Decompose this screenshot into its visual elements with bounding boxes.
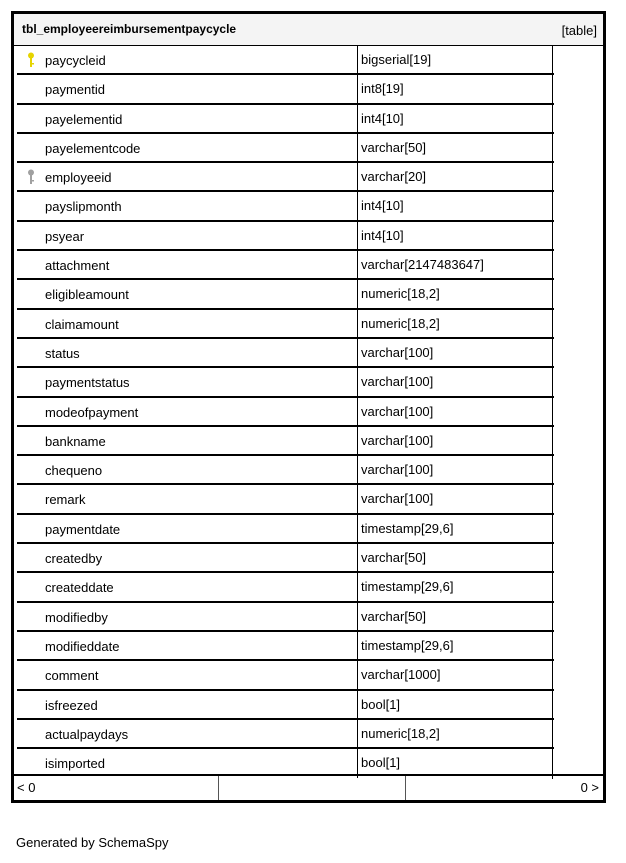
column-type: int4[10] xyxy=(357,192,550,219)
column-name: createdby xyxy=(45,551,103,567)
column-type: numeric[18,2] xyxy=(357,310,550,337)
column-type: bool[1] xyxy=(357,691,550,718)
column-name: bankname xyxy=(45,433,106,449)
column-divider xyxy=(552,46,553,779)
column-type: varchar[50] xyxy=(357,134,550,161)
children-count: 0 > xyxy=(580,780,599,795)
column-name: modeofpayment xyxy=(45,404,139,420)
table-row xyxy=(17,251,554,280)
table-row xyxy=(17,485,554,514)
column-name: payelementid xyxy=(45,111,123,127)
column-name: modifiedby xyxy=(45,609,108,625)
table-row xyxy=(17,46,554,75)
column-name: paymentstatus xyxy=(45,375,130,391)
column-type: timestamp[29,6] xyxy=(357,632,550,659)
table-row xyxy=(17,661,554,690)
table-row xyxy=(17,310,554,339)
column-name: psyear xyxy=(45,228,85,244)
column-type: varchar[100] xyxy=(357,427,550,454)
table-row xyxy=(17,720,554,749)
column-type: varchar[100] xyxy=(357,398,550,425)
column-type: varchar[100] xyxy=(357,339,550,366)
column-name: createddate xyxy=(45,580,114,596)
column-name: eligibleamount xyxy=(45,287,129,303)
column-type: varchar[20] xyxy=(357,163,550,190)
column-name: paycycleid xyxy=(45,53,106,68)
table-row xyxy=(17,632,554,661)
column-type: varchar[100] xyxy=(357,368,550,395)
table-node xyxy=(11,11,606,803)
column-name: claimamount xyxy=(45,316,119,332)
column-name: attachment xyxy=(45,258,110,274)
table-footer xyxy=(14,774,603,800)
table-kind: [table] xyxy=(561,23,597,38)
table-header xyxy=(14,14,603,46)
table-row xyxy=(17,280,554,309)
table-row xyxy=(17,105,554,134)
column-type: timestamp[29,6] xyxy=(357,515,550,542)
table-row xyxy=(17,339,554,368)
table-row xyxy=(17,222,554,251)
primary-key-icon xyxy=(27,52,35,68)
column-type: varchar[50] xyxy=(357,603,550,630)
table-row xyxy=(17,691,554,720)
table-row xyxy=(17,427,554,456)
table-row xyxy=(17,456,554,485)
column-type: int8[19] xyxy=(357,75,550,102)
column-name: isimported xyxy=(45,756,105,772)
column-type: varchar[100] xyxy=(357,456,550,483)
column-name: remark xyxy=(45,492,86,508)
column-type: int4[10] xyxy=(357,222,550,249)
column-name: payslipmonth xyxy=(45,199,122,215)
column-name: paymentdate xyxy=(45,521,121,537)
column-name: modifieddate xyxy=(45,638,120,654)
column-type: bool[1] xyxy=(357,749,550,778)
table-row xyxy=(17,515,554,544)
column-name: chequeno xyxy=(45,463,103,479)
column-type: bigserial[19] xyxy=(357,46,550,73)
table-row xyxy=(17,603,554,632)
column-list xyxy=(17,46,554,778)
column-name: actualpaydays xyxy=(45,726,129,742)
table-row xyxy=(17,398,554,427)
column-name: employeeid xyxy=(45,170,112,186)
table-row xyxy=(17,75,554,104)
column-type: numeric[18,2] xyxy=(357,720,550,747)
table-row xyxy=(17,163,554,192)
generated-by-label: Generated by SchemaSpy xyxy=(16,835,169,850)
table-row xyxy=(17,544,554,573)
table-row xyxy=(17,368,554,397)
parents-count: < 0 xyxy=(17,776,219,800)
column-type: varchar[2147483647] xyxy=(357,251,550,278)
column-name: comment xyxy=(45,668,99,684)
table-name: tbl_employeereimbursementpaycycle xyxy=(22,22,237,36)
column-type: int4[10] xyxy=(357,105,550,132)
table-row xyxy=(17,192,554,221)
column-name: payelementcode xyxy=(45,140,141,156)
column-name: isfreezed xyxy=(45,697,98,713)
foreign-key-icon xyxy=(27,169,35,185)
table-row xyxy=(17,134,554,163)
column-type: numeric[18,2] xyxy=(357,280,550,307)
column-name: paymentid xyxy=(45,82,105,98)
column-type: varchar[50] xyxy=(357,544,550,571)
column-name: status xyxy=(45,345,80,361)
column-type: timestamp[29,6] xyxy=(357,573,550,600)
table-row xyxy=(17,573,554,602)
footer-spacer xyxy=(219,776,406,800)
column-type: varchar[100] xyxy=(357,485,550,512)
column-type: varchar[1000] xyxy=(357,661,550,688)
